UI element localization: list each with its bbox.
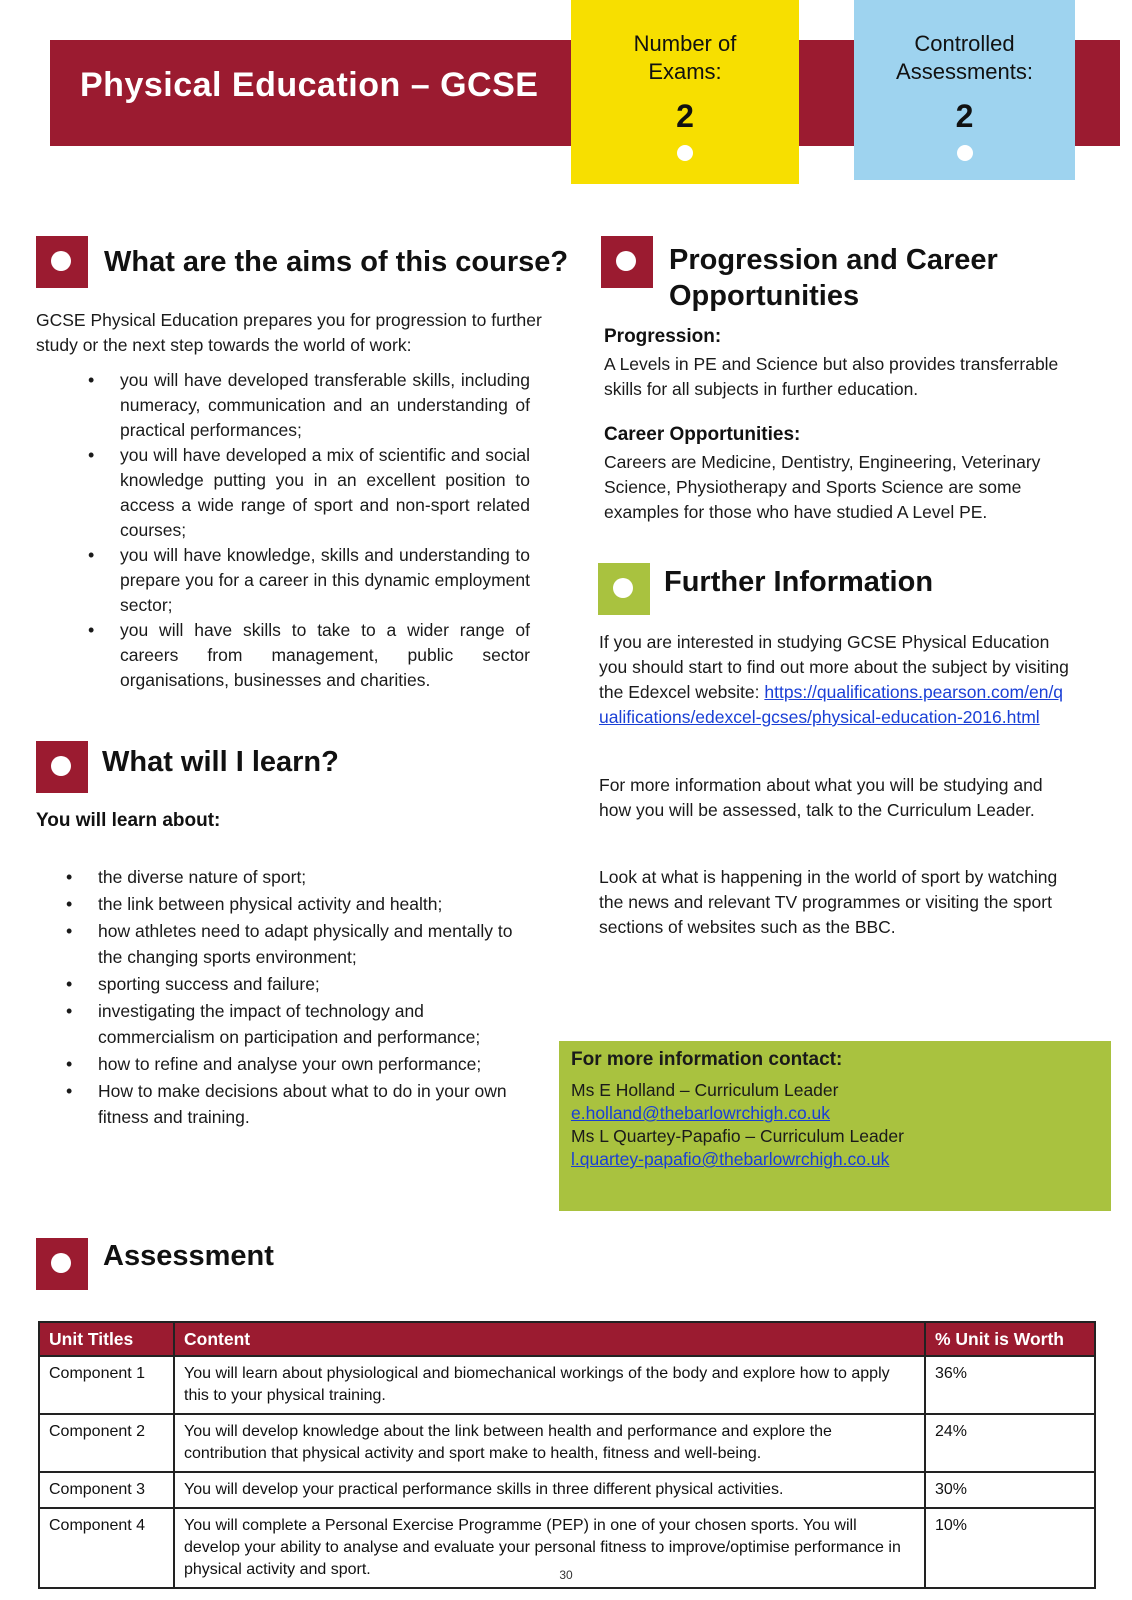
contact-person: Ms L Quartey-Papafio – Curriculum Leader — [571, 1126, 904, 1146]
learn-subheading: You will learn about: — [36, 810, 221, 831]
unit-title: Component 2 — [39, 1414, 174, 1472]
list-item: • you will have knowledge, skills and understanding to prepare you for a career in this dynamic employment sector; — [120, 543, 530, 618]
column-header: Content — [174, 1322, 925, 1356]
exams-count-box — [571, 0, 799, 184]
aims-list — [120, 368, 530, 693]
edexcel-website-link[interactable]: https://qualifications.pearson.com/en/qualifications/edexcel-gcses/physical-education-2016.html — [599, 682, 1064, 727]
list-item: • you will have developed transferable skills, including numeracy, communication and an understanding of practical performances; — [120, 368, 530, 443]
unit-worth: 10% — [925, 1508, 1095, 1588]
assessments-label: Controlled Assessments: — [896, 31, 1033, 84]
column-header: % Unit is Worth — [925, 1322, 1095, 1356]
unit-worth: 24% — [925, 1414, 1095, 1472]
further-heading: Further Information — [664, 566, 934, 598]
list-item: • how to refine and analyse your own performance; — [98, 1051, 528, 1077]
exams-value: 2 — [676, 98, 694, 134]
assessment-table — [38, 1321, 1096, 1589]
progression-label: Progression: — [604, 326, 722, 347]
table-row — [39, 1356, 1095, 1414]
contact-person: Ms E Holland – Curriculum Leader — [571, 1080, 839, 1100]
assessments-value: 2 — [955, 98, 974, 134]
table-row — [39, 1414, 1095, 1472]
career-label: Career Opportunities: — [604, 424, 801, 445]
unit-title: Component 4 — [39, 1508, 174, 1588]
list-item: • how athletes need to adapt physically and mentally to the changing sports environment; — [98, 918, 528, 970]
contact-email-link[interactable]: l.quartey-papafio@thebarlowrchigh.co.uk — [571, 1149, 890, 1169]
further-para3: Look at what is happening in the world of sport by watching the news and relevant TV programmes or visiting the sport sections of websites such as the BBC. — [599, 867, 1058, 937]
aims-intro: GCSE Physical Education prepares you for progression to further study or the next step towards the world of work: — [36, 310, 542, 355]
learn-heading: What will I learn? — [102, 746, 339, 778]
contact-email-link[interactable]: e.holland@thebarlowrchigh.co.uk — [571, 1103, 831, 1123]
unit-title: Component 1 — [39, 1356, 174, 1414]
list-item: • the diverse nature of sport; — [98, 864, 528, 890]
page-number: 30 — [559, 1568, 573, 1582]
unit-content: You will complete a Personal Exercise Programme (PEP) in one of your chosen sports. You will develop your ability to analyse and evaluate your personal fitness to improve/optimise performance in physical activity and sport. — [174, 1508, 925, 1588]
contact-heading: For more information contact: — [571, 1049, 843, 1070]
aims-heading: What are the aims of this course? — [104, 246, 569, 278]
column-header: Unit Titles — [39, 1322, 174, 1356]
section-bullet-icon — [36, 236, 88, 288]
unit-content: You will develop your practical performance skills in three different physical activities. — [174, 1472, 925, 1508]
section-bullet-icon — [601, 236, 653, 288]
progression-heading: Progression and Career Opportunities — [669, 244, 998, 312]
section-bullet-icon — [36, 741, 88, 793]
list-item: • you will have skills to take to a wider range of careers from management, public sector organisations, businesses and charities. — [120, 618, 530, 693]
dot-icon — [957, 145, 973, 161]
learn-list — [98, 864, 528, 1130]
career-text: Careers are Medicine, Dentistry, Engineering, Veterinary Science, Physiotherapy and Sports Science are some examples for those who have studied A Level PE. — [604, 452, 1041, 522]
list-item: • How to make decisions about what to do in your own fitness and training. — [98, 1078, 528, 1130]
list-item: • you will have developed a mix of scientific and social knowledge putting you in an excellent position to access a wide range of sport and non-sport related courses; — [120, 443, 530, 543]
further-intro: If you are interested in studying GCSE Physical Education you should start to find out more about the subject by visiting the Edexcel website: https://qualifications.pearson.com/en/qualifications/edexcel-gcses/physical-education-2016.html — [599, 632, 1069, 727]
assessment-heading: Assessment — [103, 1240, 274, 1272]
contact-details — [571, 1079, 1101, 1171]
section-bullet-icon — [36, 1238, 88, 1290]
section-bullet-icon — [598, 563, 650, 615]
table-header-row — [39, 1322, 1095, 1356]
further-para2: For more information about what you will be studying and how you will be assessed, talk to the Curriculum Leader. — [599, 775, 1043, 820]
assessments-count-box — [854, 0, 1075, 180]
unit-content: You will develop knowledge about the link between health and performance and explore the contribution that physical activity and sport make to health, fitness and well-being. — [174, 1414, 925, 1472]
list-item: • investigating the impact of technology and commercialism on participation and performance; — [98, 998, 528, 1050]
progression-text: A Levels in PE and Science but also provides transferrable skills for all subjects in further education. — [604, 354, 1059, 399]
list-item: • sporting success and failure; — [98, 971, 528, 997]
unit-worth: 36% — [925, 1356, 1095, 1414]
page-title: Physical Education – GCSE — [80, 66, 539, 104]
unit-worth: 30% — [925, 1472, 1095, 1508]
dot-icon — [677, 145, 693, 161]
unit-content: You will learn about physiological and biomechanical workings of the body and explore how to apply this to your physical training. — [174, 1356, 925, 1414]
unit-title: Component 3 — [39, 1472, 174, 1508]
list-item: • the link between physical activity and health; — [98, 891, 528, 917]
exams-label: Number of Exams: — [633, 31, 737, 84]
contact-box — [559, 1041, 1111, 1211]
table-row — [39, 1472, 1095, 1508]
